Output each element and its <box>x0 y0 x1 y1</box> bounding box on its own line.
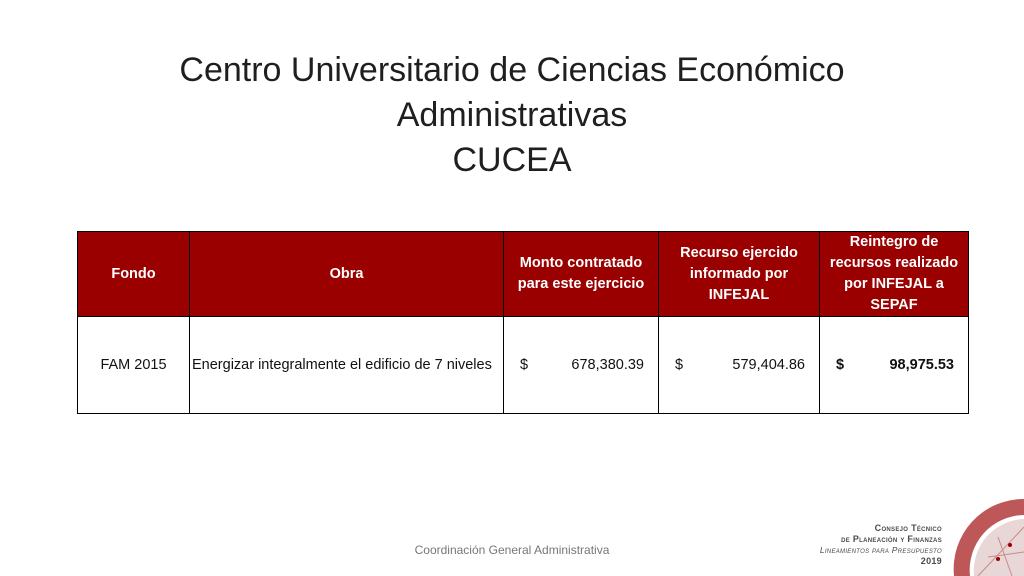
table-row <box>78 317 969 414</box>
council-logo <box>808 497 1024 576</box>
logo-line-2: de Planeación y Finanzas <box>841 534 942 544</box>
logo-text <box>820 523 942 567</box>
fund-table <box>77 231 969 414</box>
header-obra: Obra <box>190 232 504 317</box>
header-monto: Monto contratado para este ejercicio <box>504 232 659 317</box>
logo-line-3: Lineamientos para Presupuesto <box>819 545 942 555</box>
currency-symbol: $ <box>675 356 684 373</box>
recurso-value: 579,404.86 <box>732 356 805 373</box>
header-reintegro: Reintegro de recursos realizado por INFEJAL a SEPAF <box>820 232 969 317</box>
cell-reintegro <box>820 317 969 414</box>
logo-year: 2019 <box>920 556 942 566</box>
logo-emblem-icon <box>948 497 1024 576</box>
title-line-1: Centro Universitario de Ciencias Económico <box>179 51 845 89</box>
reintegro-value: 98,975.53 <box>889 356 954 373</box>
page-title <box>0 48 1024 183</box>
header-fondo: Fondo <box>78 232 190 317</box>
cell-monto <box>504 317 659 414</box>
cell-fondo: FAM 2015 <box>78 317 190 414</box>
monto-value: 678,380.39 <box>571 356 644 373</box>
table-header-row <box>78 232 969 317</box>
title-line-3: CUCEA <box>452 141 572 179</box>
currency-symbol: $ <box>836 356 845 373</box>
logo-line-1: Consejo Técnico <box>874 523 942 533</box>
header-recurso: Recurso ejercido informado por INFEJAL <box>659 232 820 317</box>
cell-obra: Energizar integralmente el edificio de 7 niveles <box>190 317 504 414</box>
footer-text: Coordinación General Administrativa <box>414 543 610 557</box>
cell-recurso <box>659 317 820 414</box>
title-line-2: Administrativas <box>396 96 628 134</box>
currency-symbol: $ <box>520 356 529 373</box>
